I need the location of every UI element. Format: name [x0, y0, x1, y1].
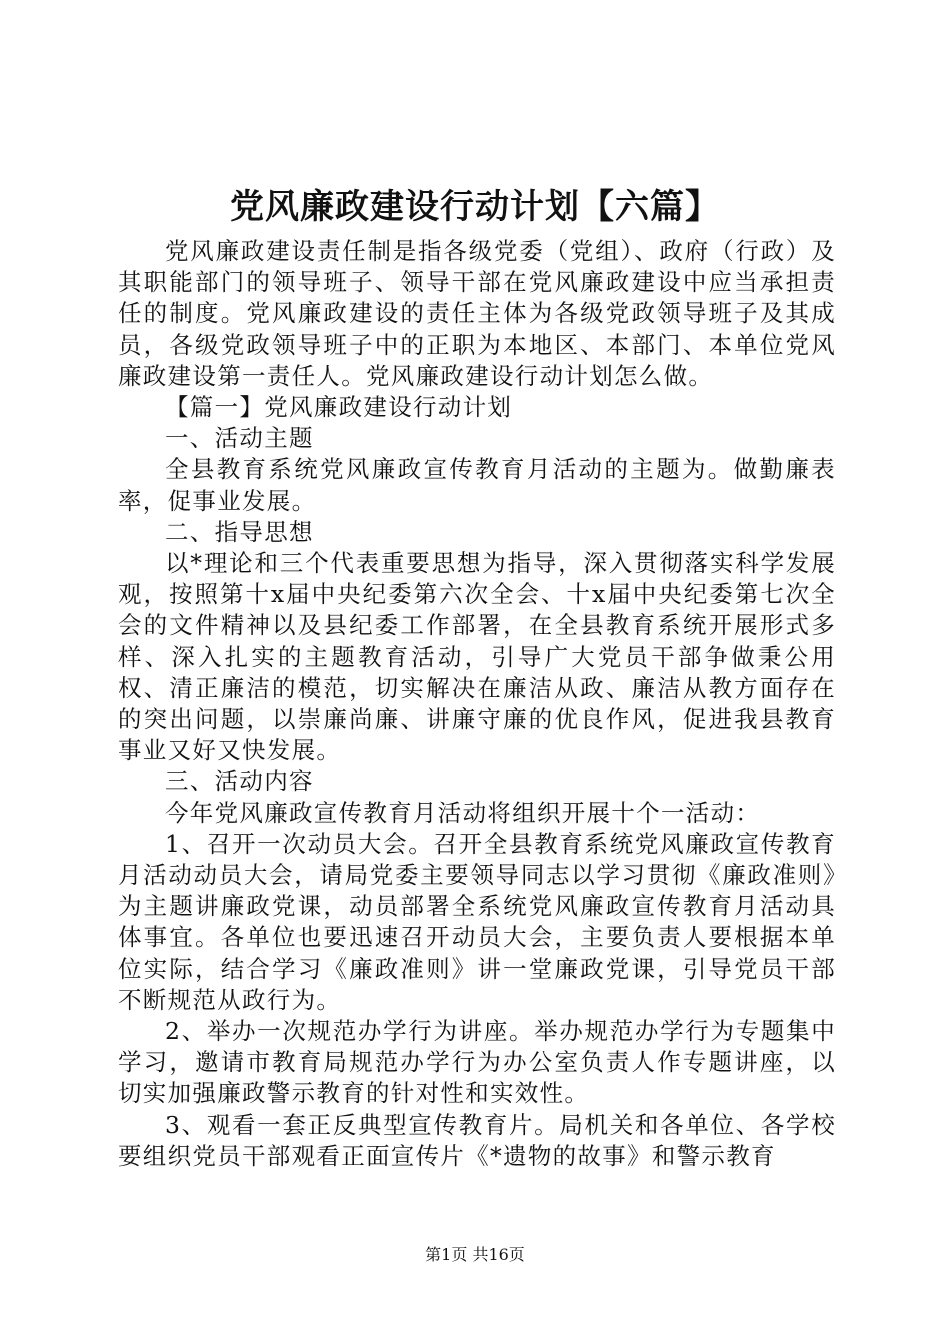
- paragraph-guiding-thought: 以*理论和三个代表重要思想为指导，深入贯彻落实科学发展观，按照第十x届中央纪委第六次全会、十x届中央纪委第七次全会的文件精神以及县纪委工作部署，在全县教育系统开展形式多样、深入扎实的主题教育活动，引导广大党员干部争做秉公用权、清正廉洁的模范，切实解决在廉洁从政、廉洁从教方面存在的突出问题，以崇廉尚廉、讲廉守廉的优良作风，促进我县教育事业又好又快发展。: [118, 549, 836, 765]
- paragraph-item-3: 3、观看一套正反典型宣传教育片。局机关和各单位、各学校要组织党员干部观看正面宣传片《*遗物的故事》和警示教育: [118, 1110, 836, 1170]
- paragraph-activity-theme: 全县教育系统党风廉政宣传教育月活动的主题为。做勤廉表率，促事业发展。: [118, 455, 836, 515]
- paragraph-item-1: 1、召开一次动员大会。召开全县教育系统党风廉政宣传教育月活动动员大会，请局党委主要领导同志以学习贯彻《廉政准则》为主题讲廉政党课，动员部署全系统党风廉政宣传教育月活动具体事宜。各单位也要迅速召开动员大会，主要负责人要根据本单位实际，结合学习《廉政准则》讲一堂廉政党课，引导党员干部不断规范从政行为。: [118, 829, 836, 1014]
- paragraph-activity-intro: 今年党风廉政宣传教育月活动将组织开展十个一活动：: [165, 798, 761, 827]
- document-title: 党风廉政建设行动计划【六篇】: [230, 187, 720, 227]
- heading-activity-content: 三、活动内容: [165, 767, 314, 796]
- page-footer: 第1页 共16页: [425, 1245, 525, 1264]
- heading-activity-theme: 一、活动主题: [165, 424, 314, 453]
- paragraph-item-2: 2、举办一次规范办学行为讲座。举办规范办学行为专题集中学习，邀请市教育局规范办学行为办公室负责人作专题讲座，以切实加强廉政警示教育的针对性和实效性。: [118, 1017, 836, 1108]
- document-body: [118, 236, 836, 1172]
- heading-guiding-thought: 二、指导思想: [165, 517, 314, 546]
- section-heading-part-one: 【篇一】党风廉政建设行动计划: [165, 393, 513, 422]
- intro-paragraph: 党风廉政建设责任制是指各级党委（党组）、政府（行政）及其职能部门的领导班子、领导干部在党风廉政建设中应当承担责任的制度。党风廉政建设的责任主体为各级党政领导班子及其成员，各级党政领导班子中的正职为本地区、本部门、本单位党风廉政建设第一责任人。党风廉政建设行动计划怎么做。: [118, 237, 836, 390]
